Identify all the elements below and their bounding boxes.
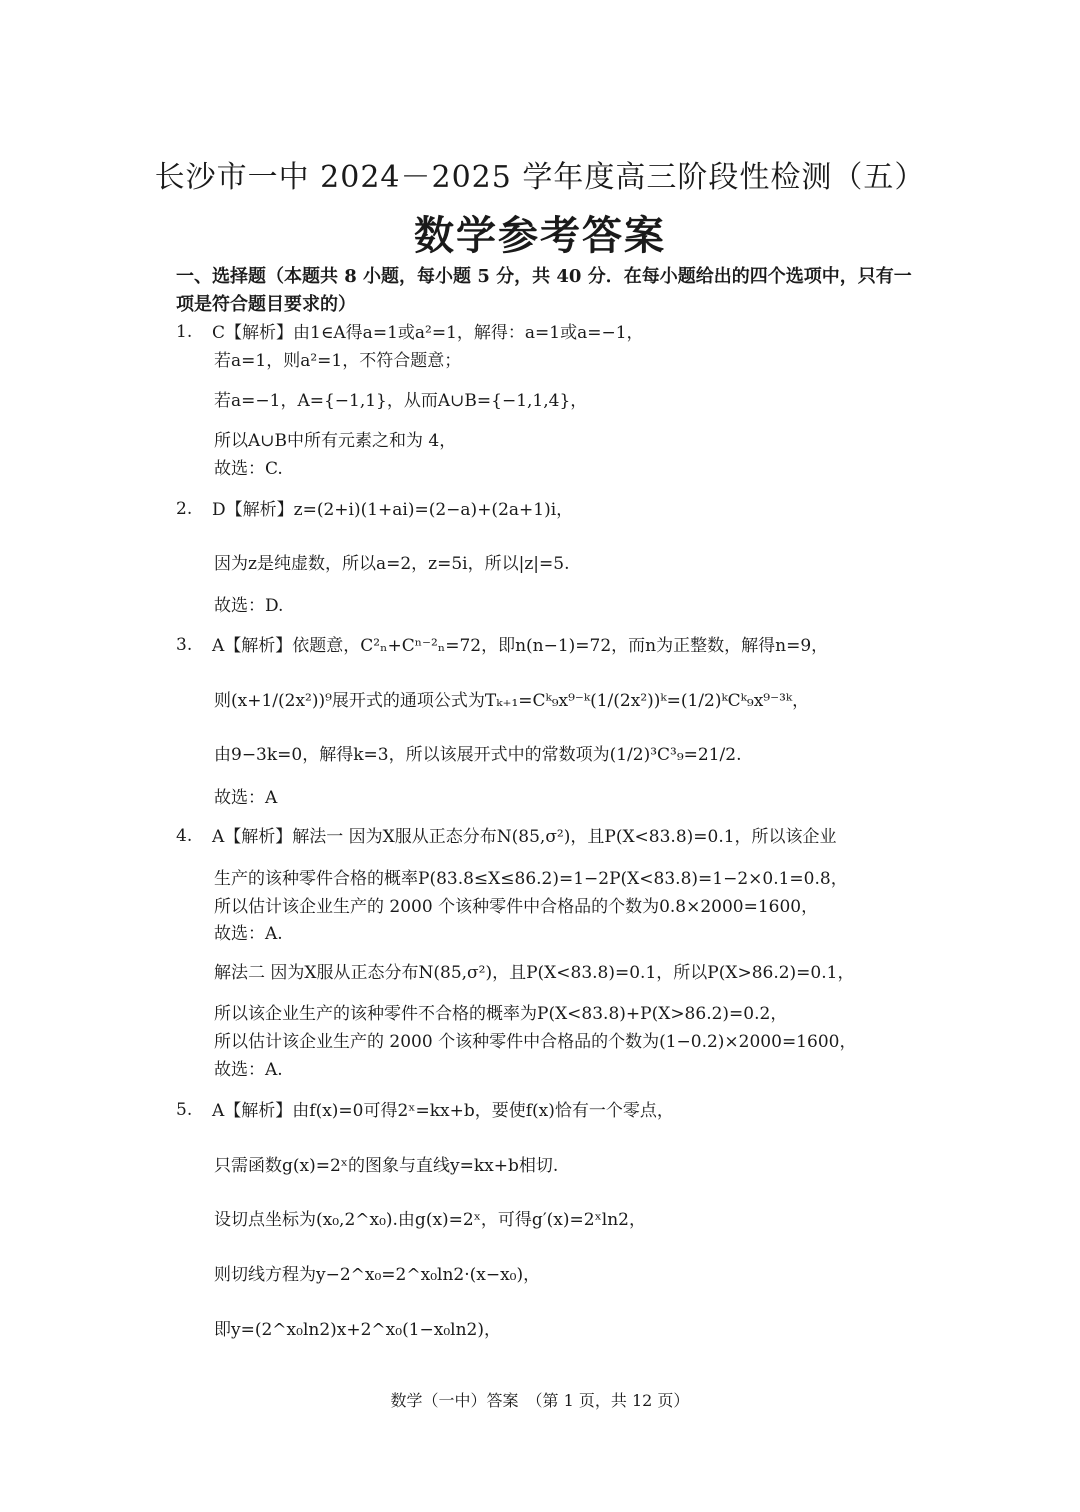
question-number: 1. <box>176 322 193 342</box>
question-number: 2. <box>176 499 193 519</box>
answer-line: 故选：A. <box>214 1060 283 1080</box>
answer-line: 由9−3k=0，解得k=3，所以该展开式中的常数项为(1/2)³C³₉=21/2. <box>214 745 742 765</box>
question-number: 5. <box>176 1100 193 1120</box>
answer-line: A【解析】依题意，C²ₙ+Cⁿ⁻²ₙ=72，即n(n−1)=72，而n为正整数，解得n=9， <box>212 636 829 656</box>
answer-line: 设切点坐标为(x₀,2^x₀).由g(x)=2ˣ，可得g′(x)=2ˣln2， <box>214 1210 646 1230</box>
answer-key-title: 数学参考答案 <box>414 212 666 259</box>
answer-line: A【解析】解法一 因为X服从正态分布N(85,σ²)，且P(X<83.8)=0.1，所以该企业 <box>212 827 837 847</box>
answer-line: 生产的该种零件合格的概率P(83.8≤X≤86.2)=1−2P(X<83.8)=1−2×0.1=0.8， <box>214 869 848 889</box>
answer-line: 只需函数g(x)=2ˣ的图象与直线y=kx+b相切. <box>214 1156 559 1176</box>
exam-title: 长沙市一中 2024－2025 学年度高三阶段性检测（五） <box>154 160 926 195</box>
answer-line: 故选：C. <box>214 459 283 479</box>
section-heading-line1: 一、选择题（本题共 8 小题，每小题 5 分，共 40 分．在每小题给出的四个选项中，只有一 <box>176 266 912 287</box>
answer-line: 若a=1，则a²=1，不符合题意； <box>214 351 462 371</box>
answer-line: A【解析】由f(x)=0可得2ˣ=kx+b，要使f(x)恰有一个零点， <box>212 1101 674 1121</box>
answer-line: 故选：A. <box>214 924 283 944</box>
answer-line: 所以A∪B中所有元素之和为 4， <box>214 431 457 451</box>
section-heading-line2: 项是符合题目要求的） <box>176 294 356 315</box>
question-number: 3. <box>176 635 193 655</box>
answer-line: 故选：A <box>214 788 278 808</box>
page-footer: 数学（一中）答案 （第 1 页，共 12 页） <box>390 1391 690 1410</box>
answer-line: 所以该企业生产的该种零件不合格的概率为P(X<83.8)+P(X>86.2)=0.2， <box>214 1004 788 1024</box>
answer-line: 所以估计该企业生产的 2000 个该种零件中合格品的个数为(1−0.2)×2000=1600， <box>214 1032 857 1052</box>
answer-line: 故选：D. <box>214 596 284 616</box>
answer-line: 则切线方程为y−2^x₀=2^x₀ln2·(x−x₀)， <box>214 1265 541 1285</box>
answer-line: 则(x+1/(2x²))⁹展开式的通项公式为Tₖ₊₁=Cᵏ₉x⁹⁻ᵏ(1/(2x²))ᵏ=(1/2)ᵏCᵏ₉x⁹⁻³ᵏ， <box>214 691 810 711</box>
answer-line: C【解析】由1∈A得a=1或a²=1，解得：a=1或a=−1， <box>212 323 644 343</box>
answer-line: 所以估计该企业生产的 2000 个该种零件中合格品的个数为0.8×2000=1600， <box>214 897 819 917</box>
answer-line: 即y=(2^x₀ln2)x+2^x₀(1−x₀ln2)， <box>214 1320 501 1340</box>
answer-line: 因为z是纯虚数，所以a=2，z=5i，所以|z|=5. <box>214 554 570 574</box>
answer-line: 若a=−1，A={−1,1}，从而A∪B={−1,1,4}， <box>214 391 588 411</box>
answer-line: D【解析】z=(2+i)(1+ai)=(2−a)+(2a+1)i， <box>212 500 574 520</box>
question-number: 4. <box>176 826 193 846</box>
answer-line: 解法二 因为X服从正态分布N(85,σ²)，且P(X<83.8)=0.1，所以P(X>86.2)=0.1， <box>214 963 855 983</box>
